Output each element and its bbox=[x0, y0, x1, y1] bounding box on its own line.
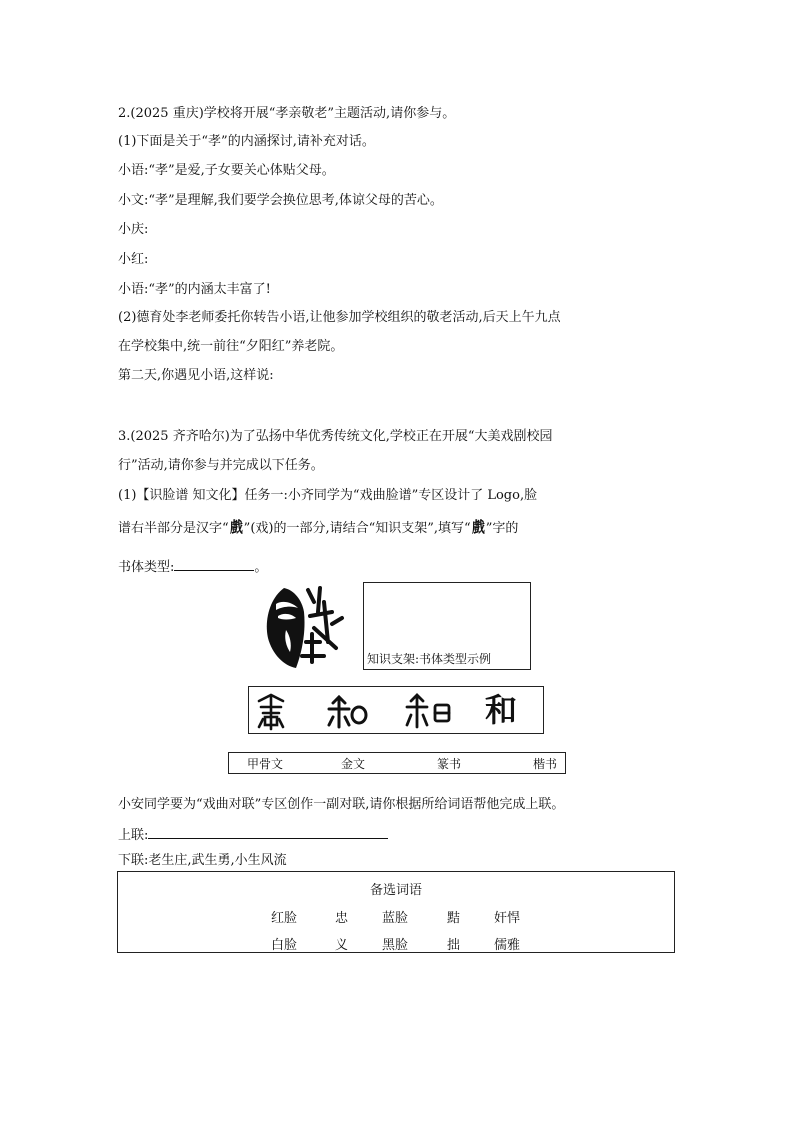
q2-part2-line3: 第二天,你遇见小语,这样说: bbox=[118, 368, 274, 383]
script-samples-box bbox=[248, 686, 544, 734]
q3-task1-line2 bbox=[118, 518, 518, 538]
style-label-oracle: 甲骨文 bbox=[247, 757, 284, 771]
q3-task1-line1: (1)【识脸谱 知文化】任务一:小齐同学为“戏曲脸谱”专区设计了 Logo,脸 bbox=[118, 488, 538, 503]
script-type-answer-blank[interactable] bbox=[174, 556, 254, 571]
opera-mask-logo bbox=[262, 582, 352, 670]
q3-task1-text-c: ”字的 bbox=[485, 521, 519, 536]
word-item: 拙 bbox=[447, 938, 461, 953]
couplet-second-line: 下联:老生庄,武生勇,小生风流 bbox=[118, 853, 287, 868]
word-item: 义 bbox=[335, 938, 349, 953]
style-label-regular: 楷书 bbox=[533, 757, 558, 771]
q3-task1-text-a: 谱右半部分是汉字“ bbox=[118, 521, 229, 536]
couplet-first-label: 上联: bbox=[118, 828, 149, 843]
dialogue-xiaowen: 小文:“孝”是理解,我们要学会换位思考,体谅父母的苦心。 bbox=[118, 193, 443, 208]
knowledge-scaffold-box bbox=[363, 582, 531, 670]
seal-glyph-xi: 戲 bbox=[229, 518, 243, 536]
script-type-label: 书体类型: bbox=[118, 560, 175, 575]
oracle-bone-glyph bbox=[259, 695, 283, 729]
script-style-labels bbox=[228, 752, 566, 774]
style-label-bronze: 金文 bbox=[341, 757, 366, 771]
q2-title: 2.(2025 重庆)学校将开展“孝亲敬老”主题活动,请你参与。 bbox=[118, 106, 456, 121]
candidate-words-title: 备选词语 bbox=[369, 883, 422, 898]
word-item: 黑脸 bbox=[382, 938, 409, 953]
q3-task1-text-b: ”(戏)的一部分,请结合“知识支架”,填写“ bbox=[243, 521, 471, 536]
q3-task2-intro: 小安同学要为“戏曲对联”专区创作一副对联,请你根据所给词语帮他完成上联。 bbox=[118, 797, 565, 812]
word-item: 奸悍 bbox=[494, 911, 521, 926]
word-item: 蓝脸 bbox=[382, 911, 409, 926]
word-item: 忠 bbox=[335, 911, 349, 926]
script-type-end: 。 bbox=[254, 560, 268, 575]
q3-title-line2: 行”活动,请你参与并完成以下任务。 bbox=[118, 458, 324, 473]
q2-part2-line2: 在学校集中,统一前往“夕阳红”养老院。 bbox=[118, 339, 344, 354]
couplet-first-line bbox=[118, 824, 388, 845]
seal-glyph-xi: 戲 bbox=[471, 518, 485, 536]
seal-glyph bbox=[407, 695, 449, 727]
candidate-words-box bbox=[117, 871, 675, 953]
bronze-glyph bbox=[329, 697, 366, 727]
q2-part1: (1)下面是关于“孝”的内涵探讨,请补充对话。 bbox=[118, 134, 375, 149]
dialogue-xiaohong: 小红: bbox=[118, 252, 149, 267]
dialogue-xiaoqing: 小庆: bbox=[118, 222, 149, 237]
word-item: 黠 bbox=[447, 911, 461, 926]
knowledge-scaffold-caption: 知识支架:书体类型示例 bbox=[367, 652, 492, 666]
word-item: 儒雅 bbox=[494, 938, 521, 953]
regular-script-glyph: 和 bbox=[485, 691, 518, 729]
q3-title-line1: 3.(2025 齐齐哈尔)为了弘扬中华优秀传统文化,学校正在开展“大美戏剧校园 bbox=[118, 429, 553, 444]
q3-task1-line3 bbox=[118, 556, 267, 577]
dialogue-xiaoyu-1: 小语:“孝”是爱,子女要关心体贴父母。 bbox=[118, 163, 335, 178]
couplet-answer-blank[interactable] bbox=[148, 824, 388, 839]
style-label-seal: 篆书 bbox=[437, 757, 462, 771]
q2-part2-line1: (2)德育处李老师委托你转告小语,让他参加学校组织的敬老活动,后天上午九点 bbox=[118, 310, 561, 325]
word-item: 白脸 bbox=[271, 938, 298, 953]
dialogue-xiaoyu-2: 小语:“孝”的内涵太丰富了! bbox=[118, 282, 271, 297]
word-item: 红脸 bbox=[271, 911, 298, 926]
